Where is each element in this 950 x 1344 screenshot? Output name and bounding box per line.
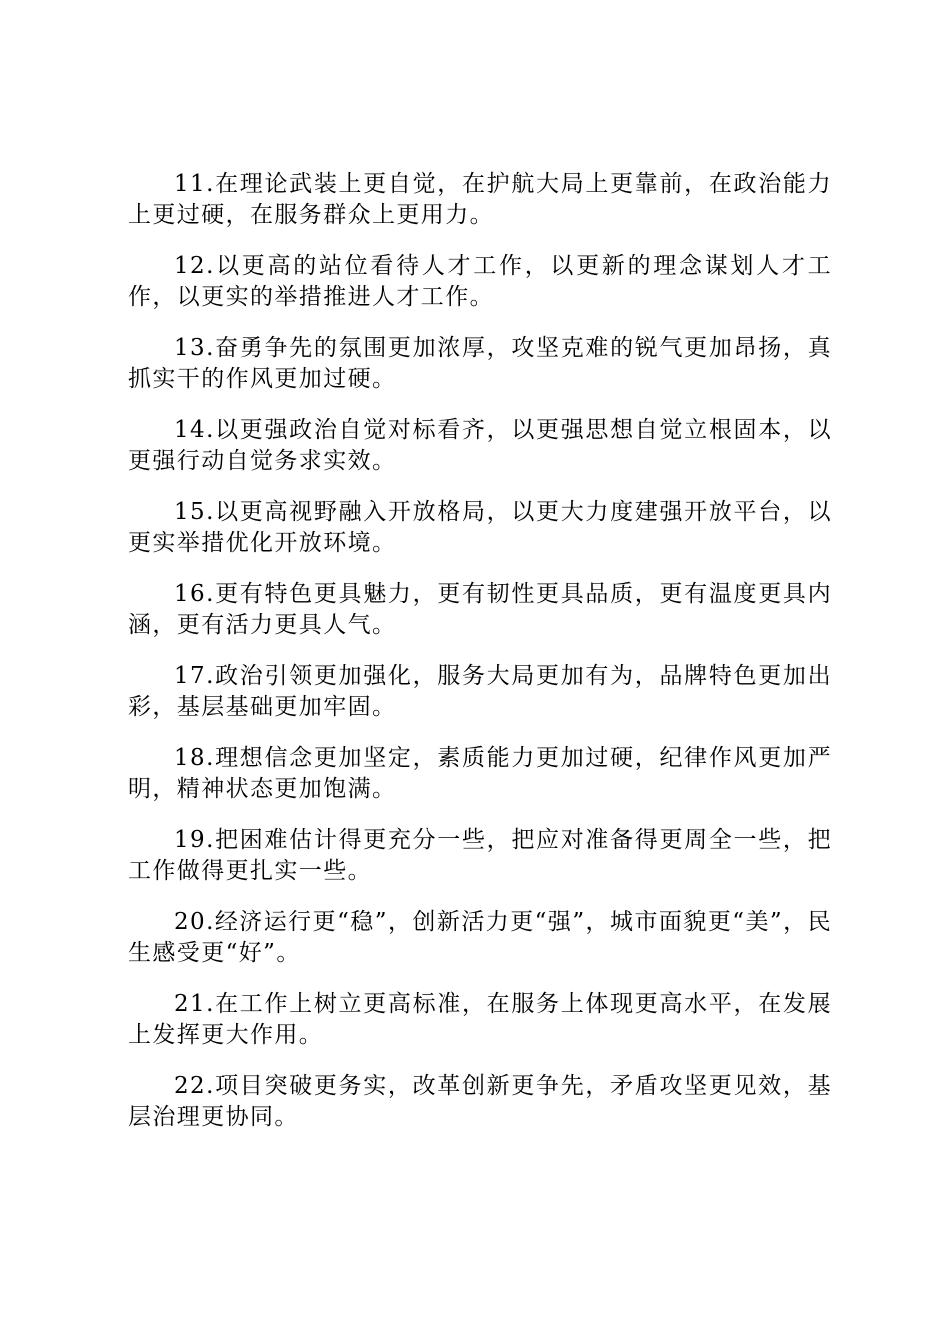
list-item-17: 17.政治引领更加强化，服务大局更加有为，品牌特色更加出彩，基层基础更加牢固。	[128, 663, 832, 720]
list-item-22: 22.项目突破更务实，改革创新更争先，矛盾攻坚更见效，基层治理更协同。	[128, 1073, 832, 1130]
list-item-15: 15.以更高视野融入开放格局，以更大力度建强开放平台，以更实举措优化开放环境。	[128, 499, 832, 556]
list-item-13: 13.奋勇争先的氛围更加浓厚，攻坚克难的锐气更加昂扬，真抓实干的作风更加过硬。	[128, 335, 832, 392]
list-item-16: 16.更有特色更具魅力，更有韧性更具品质，更有温度更具内涵，更有活力更具人气。	[128, 581, 832, 638]
list-item-19: 19.把困难估计得更充分一些，把应对准备得更周全一些，把工作做得更扎实一些。	[128, 827, 832, 884]
list-item-20: 20.经济运行更“稳”，创新活力更“强”，城市面貌更“美”，民生感受更“好”。	[128, 909, 832, 966]
list-item-21: 21.在工作上树立更高标准，在服务上体现更高水平，在发展上发挥更大作用。	[128, 991, 832, 1048]
list-item-14: 14.以更强政治自觉对标看齐，以更强思想自觉立根固本，以更强行动自觉务求实效。	[128, 417, 832, 474]
document-body	[128, 169, 832, 1153]
list-item-11: 11.在理论武装上更自觉，在护航大局上更靠前，在政治能力上更过硬，在服务群众上更用力。	[128, 171, 832, 228]
list-item-12: 12.以更高的站位看待人才工作，以更新的理念谋划人才工作，以更实的举措推进人才工作。	[128, 253, 832, 310]
list-item-18: 18.理想信念更加坚定，素质能力更加过硬，纪律作风更加严明，精神状态更加饱满。	[128, 745, 832, 802]
